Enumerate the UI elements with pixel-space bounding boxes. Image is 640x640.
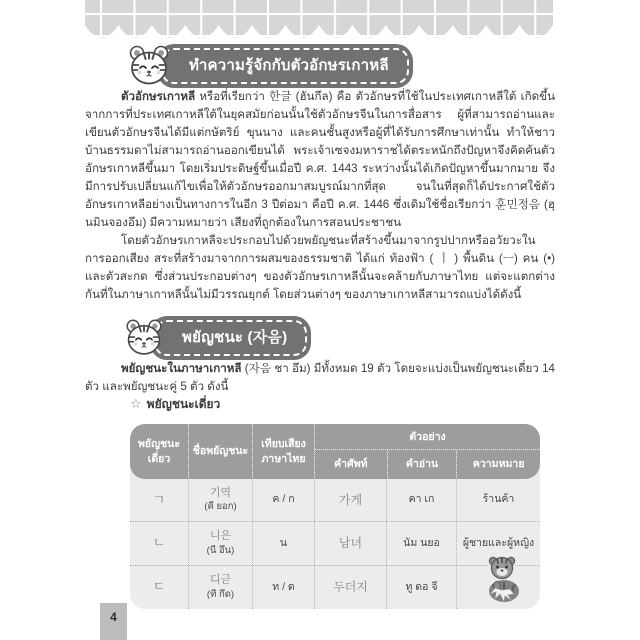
page-number: 4 [110, 610, 117, 624]
header-name: ชื่อพยัญชนะ [188, 424, 252, 479]
page-number-tab [100, 603, 127, 640]
intro-paragraph-1 [85, 88, 555, 232]
consonant-section-title: พยัญชนะ (자음) [154, 320, 307, 356]
header-reading: คำอ่าน [387, 450, 457, 479]
cell-consonant: ㄷ [152, 579, 166, 595]
tiger-head-icon [124, 318, 164, 358]
paragraph-text: โดยตัวอักษรเกาหลีจะประกอบไปด้วยพยัญชนะที่สร้างขึ้นมาจากรูปปากหรืออวัยวะในการออกเสียง สระที่สร้างมาจากการผสมของธรรมชาติ ได้แก่ ท้องฟ้า ( ㅣ ) พื้นดิน (ㅡ) คน (•) และตัวสะกด ซึ่งส่วนประกอบต่างๆ ของตัวอักษรเกาหลีนั้นจะคล้ายกับภาษาไทย แต่จะแตกต่างกันที่ในภาษาเกาหลีนั้นไม่มีวรรณยุกต์ โดยส่วนต่างๆ ของภาษาเกาหลีสามารถแบ่งได้ดังนี้ [85, 234, 555, 301]
paragraph-text: หรือที่เรียกว่า 한글 (ฮันกึล) คือ ตัวอักษรที่ใช้ในประเทศเกาหลีใต้ เกิดขึ้นจากการที่ประเทศเกาหลีใต้ในยุคสมัยก่อนนั้นใช้ตัวอักษรจีนในการสื่อสาร ผู้ที่สามารถอ่านและเขียนตัวอักษรจีนได้มีแต่กษัตริย์ ขุนนาง และคนชั้นสูงหรือผู้ที่ได้รับการศึกษาเท่านั้น ทำให้ชาวบ้านธรรมดาไม่สามารถอ่านออกเขียนได้ พระเจ้าเซจงมหาราชได้ตระหนักถึงปัญหาจึงคิดค้นตัวอักษรเกาหลีขึ้นมา โดยเริ่มประดิษฐ์ขึ้นเมื่อปี ค.ศ. 1443 ระหว่างนั้นได้เกิดปัญหาขึ้นมากมาย จึงมีการปรับเปลี่ยนแก้ไขเพื่อให้ตัวอักษรออกมาสมบูรณ์มากที่สุด จนในที่สุดก็ได้ประกาศใช้ตัวอักษรเกาหลีอย่างเป็นทางการในอีก 3 ปีต่อมา คือปี ค.ศ. 1446 ซึ่งเดิมใช้ชื่อเรียกว่า 훈민정음 (ฮุนมินจองอึม) มีความหมายว่า เสียงที่ถูกต้องในการสอนประชาชน [85, 90, 555, 229]
paragraph-text: (자음 ชา อึม) มีทั้งหมด 19 ตัว โดยจะแบ่งเป็นพยัญชนะเดี่ยว 14 ตัว และพยัญชนะคู่ 5 ตัว ดังนี้ [85, 362, 555, 393]
cell-meaning: ร้านค้า [456, 479, 540, 521]
table-row [130, 565, 540, 609]
cell-meaning: ผู้ชายและผู้หญิง [456, 522, 540, 565]
header-word: คำศัพท์ [334, 458, 368, 471]
cell-word: 남녀 [314, 522, 386, 565]
cell-sound: น [252, 522, 314, 565]
paragraph-lead: พยัญชนะในภาษาเกาหลี [121, 362, 242, 375]
consonant-section-badge [124, 316, 311, 360]
cell-name: 기역 (คี ยอก) [188, 479, 252, 521]
cell-consonant: ㄱ [152, 491, 166, 507]
table-row [130, 479, 540, 521]
cell-sound: ท / ด [252, 566, 314, 609]
header-consonant: พยัญชนะ เดี่ยว [138, 438, 180, 465]
header-example-group [314, 424, 540, 479]
star-icon: ☆ [130, 396, 142, 411]
cell-sound: ค / ก [252, 479, 314, 521]
cell-word: 가게 [314, 479, 386, 521]
cell-name: 니은 (นี อึน) [188, 522, 252, 565]
badge-pill [150, 316, 311, 360]
table-body [130, 467, 540, 609]
section-title-badge [127, 44, 413, 88]
subheading-label: พยัญชนะเดี่ยว [146, 397, 221, 411]
header-example: ตัวอย่าง [315, 424, 540, 450]
cell-reading: นัม นยอ [386, 522, 456, 565]
header-thai-sound: เทียบเสียง ภาษาไทย [252, 424, 314, 479]
cell-name: 디귿 (ที กึด) [188, 566, 252, 609]
consonant-table [130, 424, 540, 609]
header-meaning: ความหมาย [456, 450, 540, 479]
cell-word: 두더지 [314, 566, 386, 609]
tiger-head-icon [127, 44, 171, 88]
intro-paragraph-2 [85, 232, 555, 304]
consonant-intro-paragraph [85, 360, 555, 396]
badge-pill [157, 44, 413, 88]
tiger-mascot [484, 553, 524, 603]
cell-reading: ทู ดอ จี [386, 566, 456, 609]
paragraph-lead: ตัวอักษรเกาหลี [121, 90, 196, 103]
section-title: ทำความรู้จักกับตัวอักษรเกาหลี [161, 48, 409, 84]
top-wavy-border [85, 0, 553, 42]
single-consonant-subheading [130, 395, 220, 414]
cell-consonant: ㄴ [152, 535, 166, 551]
cell-reading: คา เก [386, 479, 456, 521]
table-header [130, 424, 540, 479]
table-row [130, 521, 540, 565]
